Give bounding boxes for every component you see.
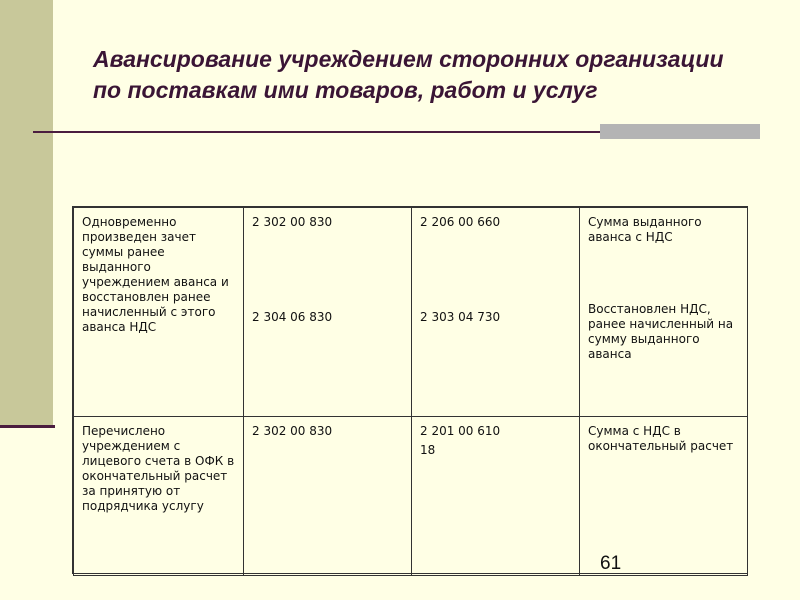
page-number: 61 <box>600 553 622 574</box>
credit-account: 2 201 00 610 <box>420 424 501 438</box>
row-note: Восстановлен НДС, ранее начисленный на сумму выданного аванса <box>588 302 734 361</box>
credit-account: 2 206 00 660 <box>420 215 501 229</box>
debit-account: 2 304 06 830 <box>252 310 333 324</box>
credit-account-continuation: 18 <box>420 443 436 457</box>
cell-spacer <box>588 245 741 302</box>
table-cell-description <box>74 417 244 576</box>
table-row <box>74 417 748 576</box>
table-row <box>74 208 748 417</box>
table-cell-credit <box>412 208 580 417</box>
table-cell-note <box>580 208 748 417</box>
accounting-table-grid <box>73 207 748 576</box>
title-line-1: Авансирование учреждением сторонних организации <box>93 46 724 72</box>
cell-spacer <box>420 230 573 310</box>
left-decor-bar <box>0 0 53 425</box>
table-cell-debit <box>244 417 412 576</box>
cell-spacer <box>252 230 405 310</box>
title-line-2: по поставкам ими товаров, работ и услуг <box>93 77 598 103</box>
credit-account: 2 303 04 730 <box>420 310 501 324</box>
debit-account: 2 302 00 830 <box>252 215 333 229</box>
row-description: Одновременно произведен зачет суммы ранее выданного учреждением аванса и восстановлен ранее начисленный с этого аванса НДС <box>82 215 229 334</box>
slide-title <box>93 44 773 106</box>
left-decor-line <box>0 425 55 428</box>
accounting-table <box>72 206 748 574</box>
table-cell-description <box>74 208 244 417</box>
title-accent-block <box>600 124 760 139</box>
row-description: Перечислено учреждением с лицевого счета в ОФК в окончательный расчет за принятую от подрядчика услугу <box>82 424 235 513</box>
row-note: Сумма с НДС в окончательный расчет <box>588 424 734 453</box>
debit-account: 2 302 00 830 <box>252 424 333 438</box>
table-cell-credit <box>412 417 580 576</box>
table-cell-debit <box>244 208 412 417</box>
row-note: Сумма выданного аванса с НДС <box>588 215 702 244</box>
table-cell-note <box>580 417 748 576</box>
